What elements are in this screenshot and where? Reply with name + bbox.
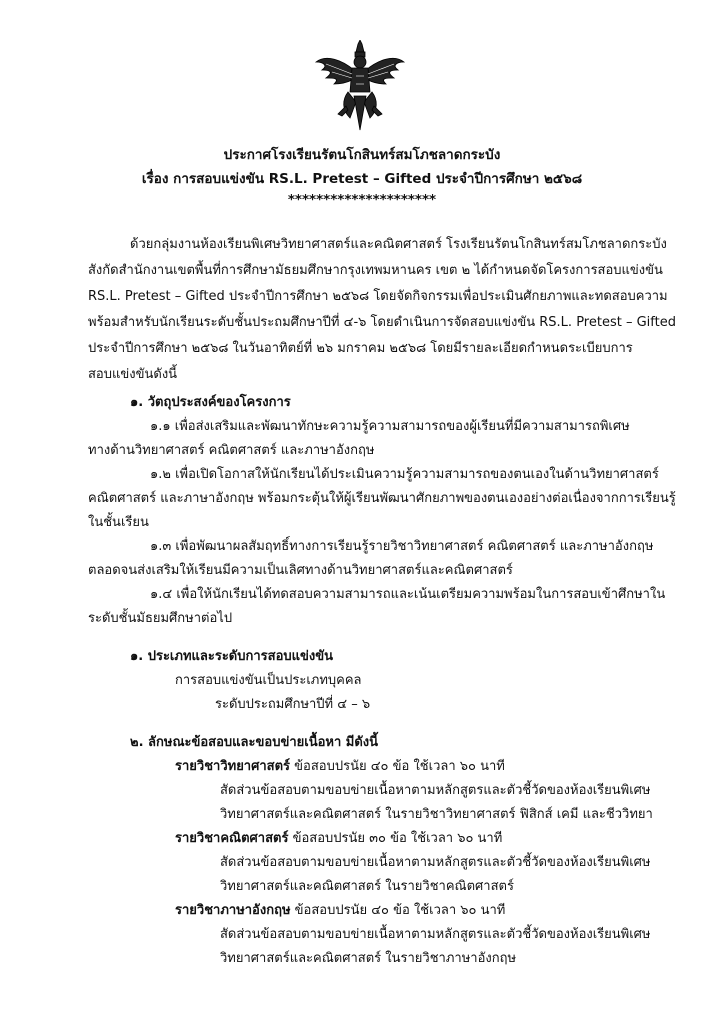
objective-line: ในชั้นเรียน: [88, 515, 149, 530]
competition-type: การสอบแข่งขันเป็นประเภทบุคคล: [175, 673, 362, 688]
section-heading-exam-scope: ๒. ลักษณะข้อสอบและขอบข่ายเนื้อหา มีดังนี้: [130, 735, 379, 750]
objective-line: ๑.๔ เพื่อให้นักเรียนได้ทดสอบความสามารถและเน้นเตรียมความพร้อมในการสอบเข้าศึกษาใน: [150, 587, 666, 602]
intro-line: พร้อมสำหรับนักเรียนระดับชั้นประถมศึกษาปีที่ ๔-๖ โดยดำเนินการจัดสอบแข่งขัน RS.L. Pretest – Gifted: [88, 315, 676, 330]
subject-english: [175, 902, 505, 920]
subject-name: รายวิชาวิทยาศาสตร์: [175, 759, 291, 774]
garuda-emblem: [312, 40, 408, 132]
subject-description: วิทยาศาสตร์และคณิตศาสตร์ ในรายวิชาภาษาอังกฤษ: [220, 951, 517, 966]
subject-description: วิทยาศาสตร์และคณิตศาสตร์ ในรายวิชาคณิตศาสตร์: [220, 879, 514, 894]
objective-line: ตลอดจนส่งเสริมให้เรียนมีความเป็นเลิศทางด้านวิทยาศาสตร์และคณิตศาสตร์: [88, 563, 513, 578]
intro-line: สังกัดสำนักงานเขตพื้นที่การศึกษามัธยมศึกษากรุงเทพมหานคร เขต ๒ ได้กำหนดจัดโครงการสอบแข่งขัน: [88, 263, 663, 278]
subject-description: สัดส่วนข้อสอบตามขอบข่ายเนื้อหาตามหลักสูตรและตัวชี้วัดของห้องเรียนพิเศษ: [220, 855, 651, 870]
subject-name: รายวิชาภาษาอังกฤษ: [175, 903, 291, 918]
divider-stars: *********************: [287, 192, 437, 208]
subject-math: [175, 830, 502, 848]
subject-name: รายวิชาคณิตศาสตร์: [175, 831, 289, 846]
subject-description: สัดส่วนข้อสอบตามขอบข่ายเนื้อหาตามหลักสูตรและตัวชี้วัดของห้องเรียนพิเศษ: [220, 927, 651, 942]
subject-spec: ข้อสอบปรนัย ๔๐ ข้อ ใช้เวลา ๖๐ นาที: [290, 759, 505, 774]
competition-level: ระดับประถมศึกษาปีที่ ๔ – ๖: [215, 697, 371, 712]
announcement-title: ประกาศโรงเรียนรัตนโกสินทร์สมโภชลาดกระบัง: [223, 147, 501, 163]
objective-line: ทางด้านวิทยาศาสตร์ คณิตศาสตร์ และภาษาอังกฤษ: [88, 443, 375, 458]
objective-line: ระดับชั้นมัธยมศึกษาต่อไป: [88, 611, 233, 626]
section-heading-objectives: ๑. วัตถุประสงค์ของโครงการ: [130, 395, 291, 410]
objective-line: ๑.๓ เพื่อพัฒนาผลสัมฤทธิ์ทางการเรียนรู้รายวิชาวิทยาศาสตร์ คณิตศาสตร์ และภาษาอังกฤษ: [150, 539, 654, 554]
intro-line: ด้วยกลุ่มงานห้องเรียนพิเศษวิทยาศาสตร์และคณิตศาสตร์ โรงเรียนรัตนโกสินทร์สมโภชลาดกระบัง: [130, 237, 667, 252]
subject-science: [175, 758, 505, 776]
objective-line: ๑.๑ เพื่อส่งเสริมและพัฒนาทักษะความรู้ความสามารถของผู้เรียนที่มีความสามารถพิเศษ: [150, 419, 630, 434]
subject-spec: ข้อสอบปรนัย ๔๐ ข้อ ใช้เวลา ๖๐ นาที: [290, 903, 506, 918]
subject-description: วิทยาศาสตร์และคณิตศาสตร์ ในรายวิชาวิทยาศาสตร์ ฟิสิกส์ เคมี และชีววิทยา: [220, 807, 653, 822]
intro-line: RS.L. Pretest – Gifted ประจำปีการศึกษา ๒๕๖๘ โดยจัดกิจกรรมเพื่อประเมินศักยภาพและทดสอบความ: [88, 289, 668, 304]
objective-line: คณิตศาสตร์ และภาษาอังกฤษ พร้อมกระตุ้นให้ผู้เรียนพัฒนาศักยภาพของตนเองอย่างต่อเนื่องจากการเรียนรู้: [88, 491, 676, 506]
subject-description: สัดส่วนข้อสอบตามขอบข่ายเนื้อหาตามหลักสูตรและตัวชี้วัดของห้องเรียนพิเศษ: [220, 783, 651, 798]
intro-line: สอบแข่งขันดังนี้: [88, 367, 178, 382]
subject-spec: ข้อสอบปรนัย ๓๐ ข้อ ใช้เวลา ๖๐ นาที: [288, 831, 503, 846]
objective-line: ๑.๒ เพื่อเปิดโอกาสให้นักเรียนได้ประเมินความรู้ความสามารถของตนเองในด้านวิทยาศาสตร์: [150, 467, 659, 482]
announcement-subject: เรื่อง การสอบแข่งขัน RS.L. Pretest – Gifted ประจำปีการศึกษา ๒๕๖๘: [141, 171, 583, 187]
intro-line: ประจำปีการศึกษา ๒๕๖๘ ในวันอาทิตย์ที่ ๒๖ มกราคม ๒๕๖๘ โดยมีรายละเอียดกำหนดระเบียบการ: [88, 341, 633, 356]
section-heading-type-level: ๑. ประเภทและระดับการสอบแข่งขัน: [130, 649, 334, 664]
